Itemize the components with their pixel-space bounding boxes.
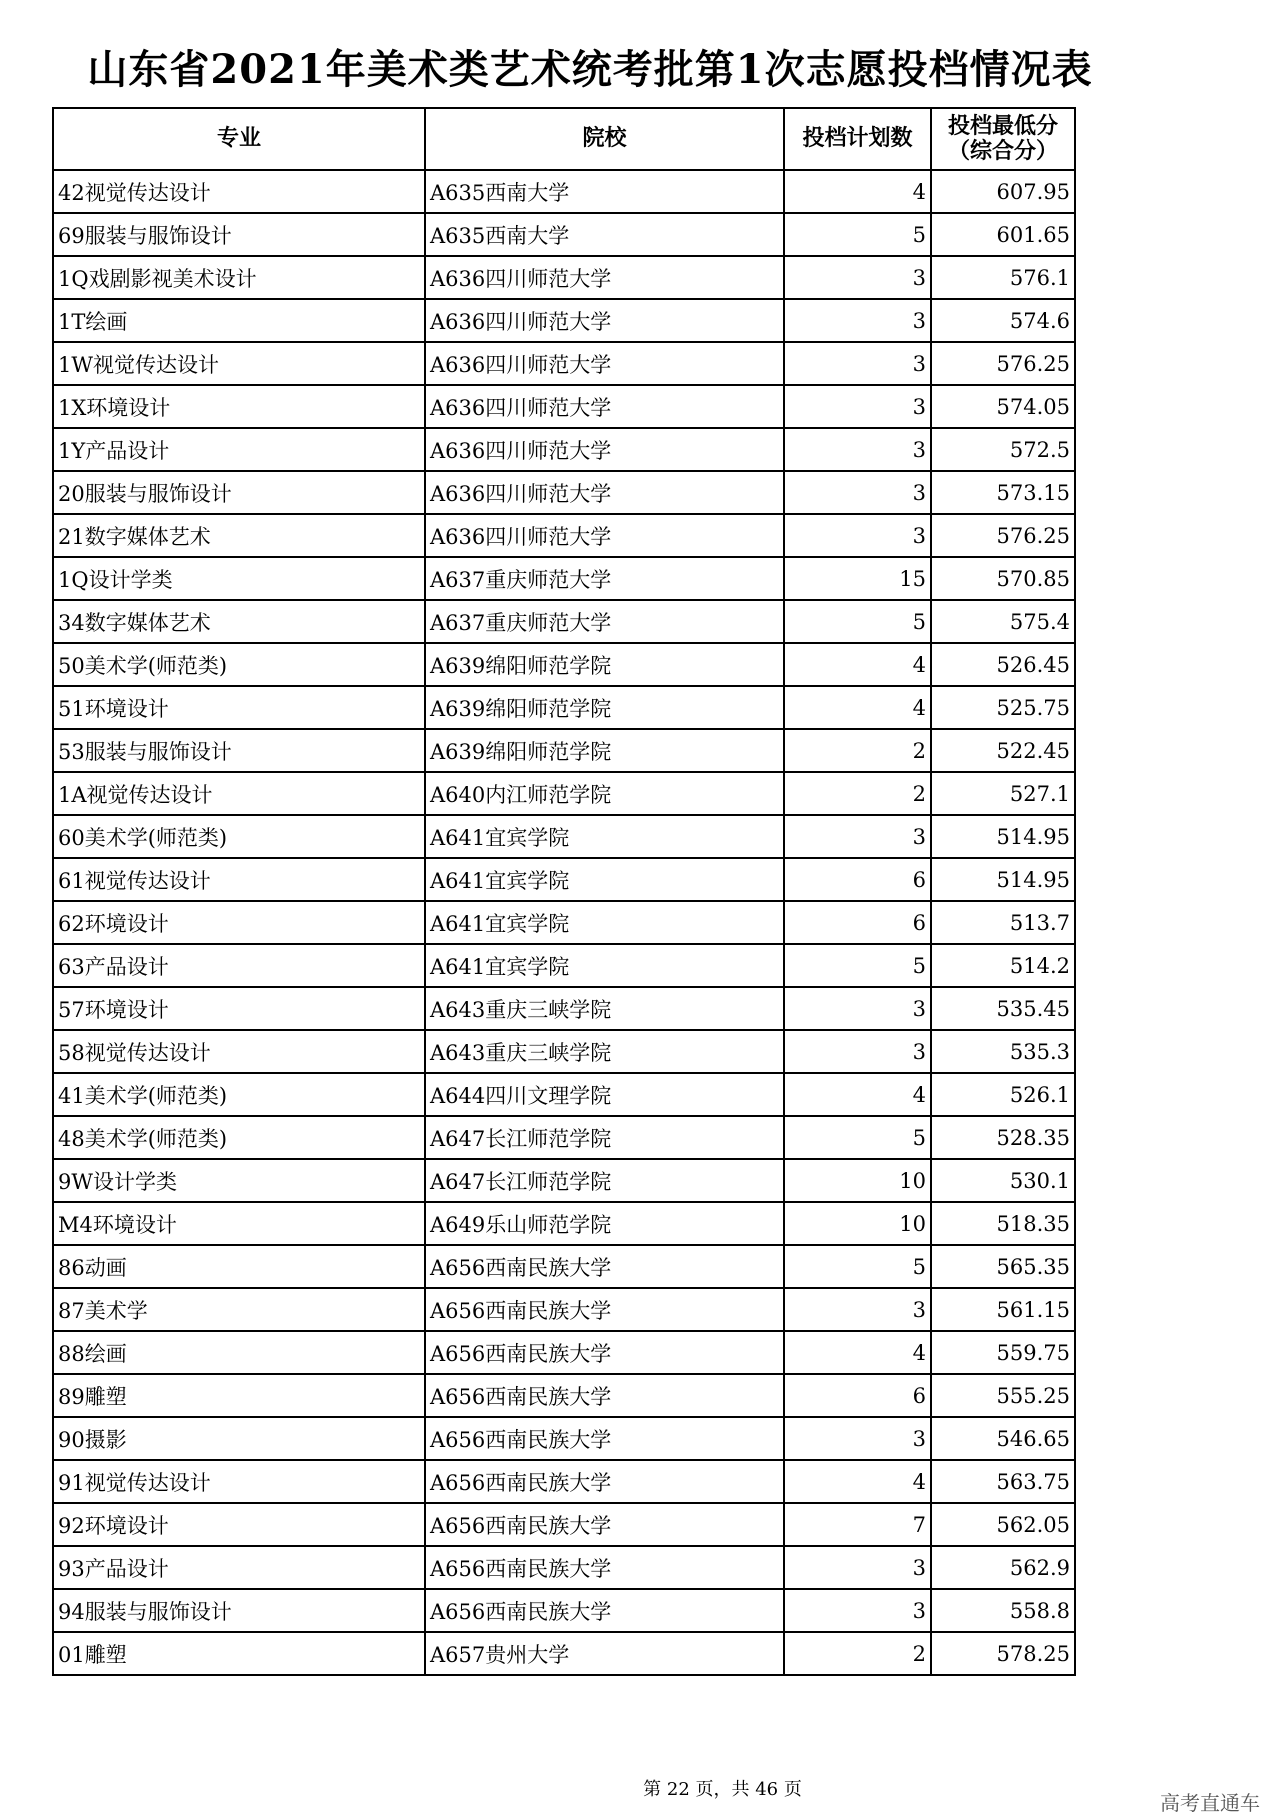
cell-plan: 5 [784, 1116, 931, 1159]
cell-plan: 3 [784, 342, 931, 385]
cell-plan: 3 [784, 1030, 931, 1073]
cell-score: 578.25 [931, 1632, 1075, 1675]
cell-plan: 3 [784, 815, 931, 858]
cell-score: 562.05 [931, 1503, 1075, 1546]
cell-plan: 3 [784, 299, 931, 342]
cell-school: A656西南民族大学 [425, 1417, 784, 1460]
cell-school: A639绵阳师范学院 [425, 729, 784, 772]
cell-plan: 3 [784, 514, 931, 557]
cell-plan: 5 [784, 213, 931, 256]
table-row [53, 1589, 1075, 1632]
cell-school: A641宜宾学院 [425, 944, 784, 987]
table-body [53, 170, 1075, 1675]
page-footer: 第 22 页，共 46 页 [643, 1779, 802, 1800]
header-score [931, 108, 1075, 170]
cell-major: 94服装与服饰设计 [53, 1589, 425, 1632]
cell-plan: 3 [784, 987, 931, 1030]
cell-school: A656西南民族大学 [425, 1460, 784, 1503]
cell-major: 90摄影 [53, 1417, 425, 1460]
cell-major: 20服装与服饰设计 [53, 471, 425, 514]
cell-major: 41美术学(师范类) [53, 1073, 425, 1116]
cell-score: 558.8 [931, 1589, 1075, 1632]
cell-school: A639绵阳师范学院 [425, 686, 784, 729]
cell-plan: 2 [784, 772, 931, 815]
cell-score: 575.4 [931, 600, 1075, 643]
cell-score: 514.2 [931, 944, 1075, 987]
cell-score: 565.35 [931, 1245, 1075, 1288]
cell-school: A635西南大学 [425, 170, 784, 213]
table-row [53, 385, 1075, 428]
cell-school: A637重庆师范大学 [425, 600, 784, 643]
cell-plan: 2 [784, 729, 931, 772]
table-row [53, 1073, 1075, 1116]
table-row [53, 471, 1075, 514]
cell-major: 51环境设计 [53, 686, 425, 729]
cell-plan: 2 [784, 1632, 931, 1675]
cell-major: 1T绘画 [53, 299, 425, 342]
cell-school: A636四川师范大学 [425, 299, 784, 342]
cell-major: 69服装与服饰设计 [53, 213, 425, 256]
table-row [53, 729, 1075, 772]
cell-score: 535.3 [931, 1030, 1075, 1073]
cell-school: A636四川师范大学 [425, 385, 784, 428]
cell-major: 61视觉传达设计 [53, 858, 425, 901]
cell-school: A635西南大学 [425, 213, 784, 256]
cell-score: 527.1 [931, 772, 1075, 815]
cell-score: 570.85 [931, 557, 1075, 600]
cell-plan: 4 [784, 1331, 931, 1374]
cell-score: 561.15 [931, 1288, 1075, 1331]
cell-school: A657贵州大学 [425, 1632, 784, 1675]
cell-plan: 6 [784, 1374, 931, 1417]
cell-score: 518.35 [931, 1202, 1075, 1245]
cell-score: 535.45 [931, 987, 1075, 1030]
cell-score: 574.6 [931, 299, 1075, 342]
header-school: 院校 [425, 108, 784, 170]
cell-school: A656西南民族大学 [425, 1245, 784, 1288]
cell-major: 60美术学(师范类) [53, 815, 425, 858]
cell-plan: 10 [784, 1159, 931, 1202]
table-row [53, 1288, 1075, 1331]
table-row [53, 1030, 1075, 1073]
table-row [53, 1374, 1075, 1417]
cell-major: 57环境设计 [53, 987, 425, 1030]
cell-plan: 5 [784, 944, 931, 987]
cell-plan: 4 [784, 686, 931, 729]
cell-major: 48美术学(师范类) [53, 1116, 425, 1159]
header-row [53, 108, 1075, 170]
cell-school: A636四川师范大学 [425, 428, 784, 471]
cell-major: 92环境设计 [53, 1503, 425, 1546]
table-row [53, 170, 1075, 213]
table-row [53, 944, 1075, 987]
table-row [53, 342, 1075, 385]
cell-score: 514.95 [931, 815, 1075, 858]
cell-score: 563.75 [931, 1460, 1075, 1503]
table-row [53, 1245, 1075, 1288]
table-row [53, 428, 1075, 471]
cell-school: A656西南民族大学 [425, 1374, 784, 1417]
cell-score: 576.25 [931, 342, 1075, 385]
table-row [53, 1417, 1075, 1460]
cell-school: A636四川师范大学 [425, 471, 784, 514]
cell-school: A637重庆师范大学 [425, 557, 784, 600]
table-row [53, 557, 1075, 600]
table-row [53, 1116, 1075, 1159]
cell-school: A644四川文理学院 [425, 1073, 784, 1116]
cell-score: 530.1 [931, 1159, 1075, 1202]
cell-school: A656西南民族大学 [425, 1589, 784, 1632]
cell-major: 01雕塑 [53, 1632, 425, 1675]
cell-score: 526.1 [931, 1073, 1075, 1116]
table-row [53, 299, 1075, 342]
cell-school: A639绵阳师范学院 [425, 643, 784, 686]
cell-major: 1W视觉传达设计 [53, 342, 425, 385]
cell-plan: 10 [784, 1202, 931, 1245]
cell-major: 86动画 [53, 1245, 425, 1288]
cell-school: A643重庆三峡学院 [425, 987, 784, 1030]
cell-plan: 4 [784, 1460, 931, 1503]
cell-school: A636四川师范大学 [425, 256, 784, 299]
cell-major: 53服装与服饰设计 [53, 729, 425, 772]
admission-table [52, 107, 1076, 1676]
cell-major: 34数字媒体艺术 [53, 600, 425, 643]
header-major: 专业 [53, 108, 425, 170]
cell-school: A640内江师范学院 [425, 772, 784, 815]
cell-score: 576.1 [931, 256, 1075, 299]
cell-plan: 15 [784, 557, 931, 600]
table-row [53, 600, 1075, 643]
cell-plan: 3 [784, 1417, 931, 1460]
cell-school: A636四川师范大学 [425, 342, 784, 385]
table-row [53, 1159, 1075, 1202]
table-row [53, 987, 1075, 1030]
cell-school: A649乐山师范学院 [425, 1202, 784, 1245]
cell-major: 42视觉传达设计 [53, 170, 425, 213]
cell-score: 576.25 [931, 514, 1075, 557]
table-row [53, 1632, 1075, 1675]
cell-plan: 4 [784, 1073, 931, 1116]
cell-score: 572.5 [931, 428, 1075, 471]
cell-major: 89雕塑 [53, 1374, 425, 1417]
cell-major: 58视觉传达设计 [53, 1030, 425, 1073]
cell-score: 607.95 [931, 170, 1075, 213]
cell-plan: 3 [784, 428, 931, 471]
cell-score: 562.9 [931, 1546, 1075, 1589]
cell-plan: 4 [784, 643, 931, 686]
table-row [53, 815, 1075, 858]
cell-major: 1A视觉传达设计 [53, 772, 425, 815]
table-row [53, 1503, 1075, 1546]
cell-school: A636四川师范大学 [425, 514, 784, 557]
cell-school: A656西南民族大学 [425, 1503, 784, 1546]
cell-plan: 3 [784, 385, 931, 428]
cell-major: 62环境设计 [53, 901, 425, 944]
cell-score: 528.35 [931, 1116, 1075, 1159]
cell-major: 1Q设计学类 [53, 557, 425, 600]
cell-major: 63产品设计 [53, 944, 425, 987]
cell-school: A656西南民族大学 [425, 1546, 784, 1589]
table-row [53, 1331, 1075, 1374]
cell-school: A641宜宾学院 [425, 901, 784, 944]
table-row [53, 256, 1075, 299]
cell-plan: 5 [784, 1245, 931, 1288]
cell-plan: 3 [784, 1546, 931, 1589]
header-score-line1: 投档最低分 [947, 113, 1058, 139]
cell-major: 1Y产品设计 [53, 428, 425, 471]
table-row [53, 514, 1075, 557]
watermark: 高考直通车 [1160, 1791, 1260, 1815]
cell-score: 522.45 [931, 729, 1075, 772]
cell-major: 9W设计学类 [53, 1159, 425, 1202]
cell-plan: 4 [784, 170, 931, 213]
table-row [53, 643, 1075, 686]
table-row [53, 686, 1075, 729]
cell-score: 574.05 [931, 385, 1075, 428]
cell-plan: 6 [784, 858, 931, 901]
cell-school: A641宜宾学院 [425, 858, 784, 901]
cell-score: 546.65 [931, 1417, 1075, 1460]
table-row [53, 901, 1075, 944]
cell-score: 573.15 [931, 471, 1075, 514]
cell-school: A647长江师范学院 [425, 1159, 784, 1202]
table-row [53, 772, 1075, 815]
table-row [53, 1546, 1075, 1589]
cell-plan: 3 [784, 471, 931, 514]
cell-plan: 5 [784, 600, 931, 643]
cell-school: A656西南民族大学 [425, 1331, 784, 1374]
cell-major: 91视觉传达设计 [53, 1460, 425, 1503]
cell-score: 601.65 [931, 213, 1075, 256]
table-row [53, 213, 1075, 256]
cell-school: A647长江师范学院 [425, 1116, 784, 1159]
cell-plan: 6 [784, 901, 931, 944]
cell-major: 1X环境设计 [53, 385, 425, 428]
cell-score: 514.95 [931, 858, 1075, 901]
cell-school: A656西南民族大学 [425, 1288, 784, 1331]
cell-plan: 3 [784, 1589, 931, 1632]
cell-school: A641宜宾学院 [425, 815, 784, 858]
header-plan: 投档计划数 [784, 108, 931, 170]
cell-major: 93产品设计 [53, 1546, 425, 1589]
cell-major: 88绘画 [53, 1331, 425, 1374]
cell-plan: 7 [784, 1503, 931, 1546]
cell-score: 525.75 [931, 686, 1075, 729]
cell-score: 513.7 [931, 901, 1075, 944]
cell-major: 1Q戏剧影视美术设计 [53, 256, 425, 299]
table-row [53, 1460, 1075, 1503]
cell-score: 526.45 [931, 643, 1075, 686]
cell-score: 555.25 [931, 1374, 1075, 1417]
cell-score: 559.75 [931, 1331, 1075, 1374]
cell-major: 87美术学 [53, 1288, 425, 1331]
header-score-line2: （综合分） [947, 139, 1058, 164]
cell-school: A643重庆三峡学院 [425, 1030, 784, 1073]
table-row [53, 858, 1075, 901]
page-title: 山东省2021年美术类艺术统考批第1次志愿投档情况表 [87, 46, 1093, 93]
cell-major: 21数字媒体艺术 [53, 514, 425, 557]
table-row [53, 1202, 1075, 1245]
cell-major: 50美术学(师范类) [53, 643, 425, 686]
cell-major: M4环境设计 [53, 1202, 425, 1245]
cell-plan: 3 [784, 1288, 931, 1331]
cell-plan: 3 [784, 256, 931, 299]
